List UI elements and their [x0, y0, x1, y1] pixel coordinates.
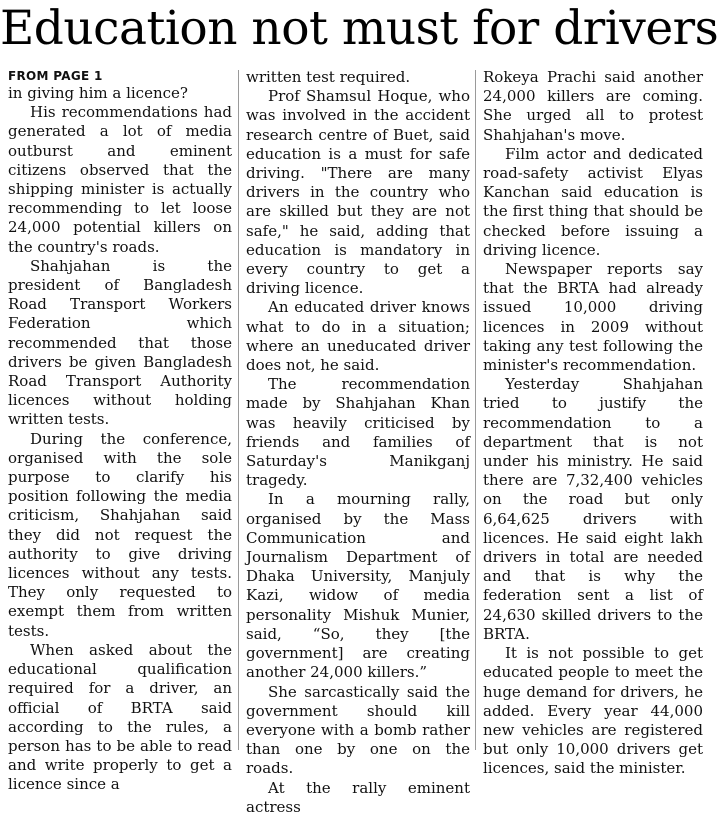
paragraph: Film actor and dedicated road-safety activist Elyas Kanchan said education is the first thing that should be checked before issuing a driving licence. — [483, 144, 703, 259]
paragraph: During the conference, organised with the sole purpose to clarify his position following the media criticism, Shahjahan said they did not request the authority to give driving licences without any tests. They only requested to exempt them from written tests. — [8, 429, 232, 640]
paragraph: in giving him a licence? — [8, 84, 188, 102]
paragraph: Shahjahan is the president of Bangladesh Road Transport Workers Federation which recommended that those drivers be given Bangladesh Road Transport Authority licences without holding written tests. — [8, 256, 232, 429]
paragraph: At the rally eminent actress — [246, 778, 470, 816]
paragraph: The recommendation made by Shahjahan Khan was heavily criticised by friends and families of Saturday's Manikganj tragedy. — [246, 375, 470, 490]
headline: Education not must for drivers — [0, 1, 718, 56]
paragraph: An educated driver knows what to do in a situation; where an uneducated driver does not, he said. — [246, 298, 470, 375]
paragraph: It is not possible to get educated people to meet the huge demand for drivers, he added. Every year 44,000 new vehicles are registered but only 10,000 drivers get licences, said the minister. — [483, 644, 703, 778]
continuation-kicker: FROM PAGE 1 — [8, 69, 103, 83]
article-column-2 — [246, 68, 470, 816]
article-column-1 — [8, 68, 232, 794]
paragraph: Yesterday Shahjahan tried to justify the recommendation to a department that is not under his ministry. He said there are 7,32,400 vehicles on the road but only 6,64,625 drivers with licences. He said eight lakh drivers in total are needed and that is why the federation sent a list of 24,630 skilled drivers to the BRTA. — [483, 375, 703, 643]
column-divider — [475, 70, 476, 750]
paragraph: Newspaper reports say that the BRTA had already issued 10,000 driving licences in 2009 without taking any test following the minister's recommendation. — [483, 260, 703, 375]
paragraph: written test required. — [246, 68, 411, 86]
paragraph: She sarcastically said the government should kill everyone with a bomb rather than one by one on the roads. — [246, 682, 470, 778]
paragraph: When asked about the educational qualification required for a driver, an official of BRTA said according to the rules, a person has to be able to read and write properly to get a licence since a — [8, 640, 232, 794]
column-divider — [238, 70, 239, 750]
article-column-3 — [483, 68, 703, 778]
paragraph: Prof Shamsul Hoque, who was involved in the accident research centre of Buet, said education is a must for safe driving. "There are many drivers in the country who are skilled but they are not safe," he said, adding that education is mandatory in every country to get a driving licence. — [246, 87, 470, 298]
paragraph: Rokeya Prachi said another 24,000 killers are coming. She urged all to protest Shahjahan's move. — [483, 68, 703, 144]
paragraph: In a mourning rally, organised by the Mass Communication and Journalism Department of Dhaka University, Manjuly Kazi, widow of media personality Mishuk Munier, said, “So, they [the government] are creating another 24,000 killers.” — [246, 490, 470, 682]
paragraph: His recommendations had generated a lot of media outburst and eminent citizens observed that the shipping minister is actually recommending to let loose 24,000 potential killers on the country's roads. — [8, 103, 232, 256]
